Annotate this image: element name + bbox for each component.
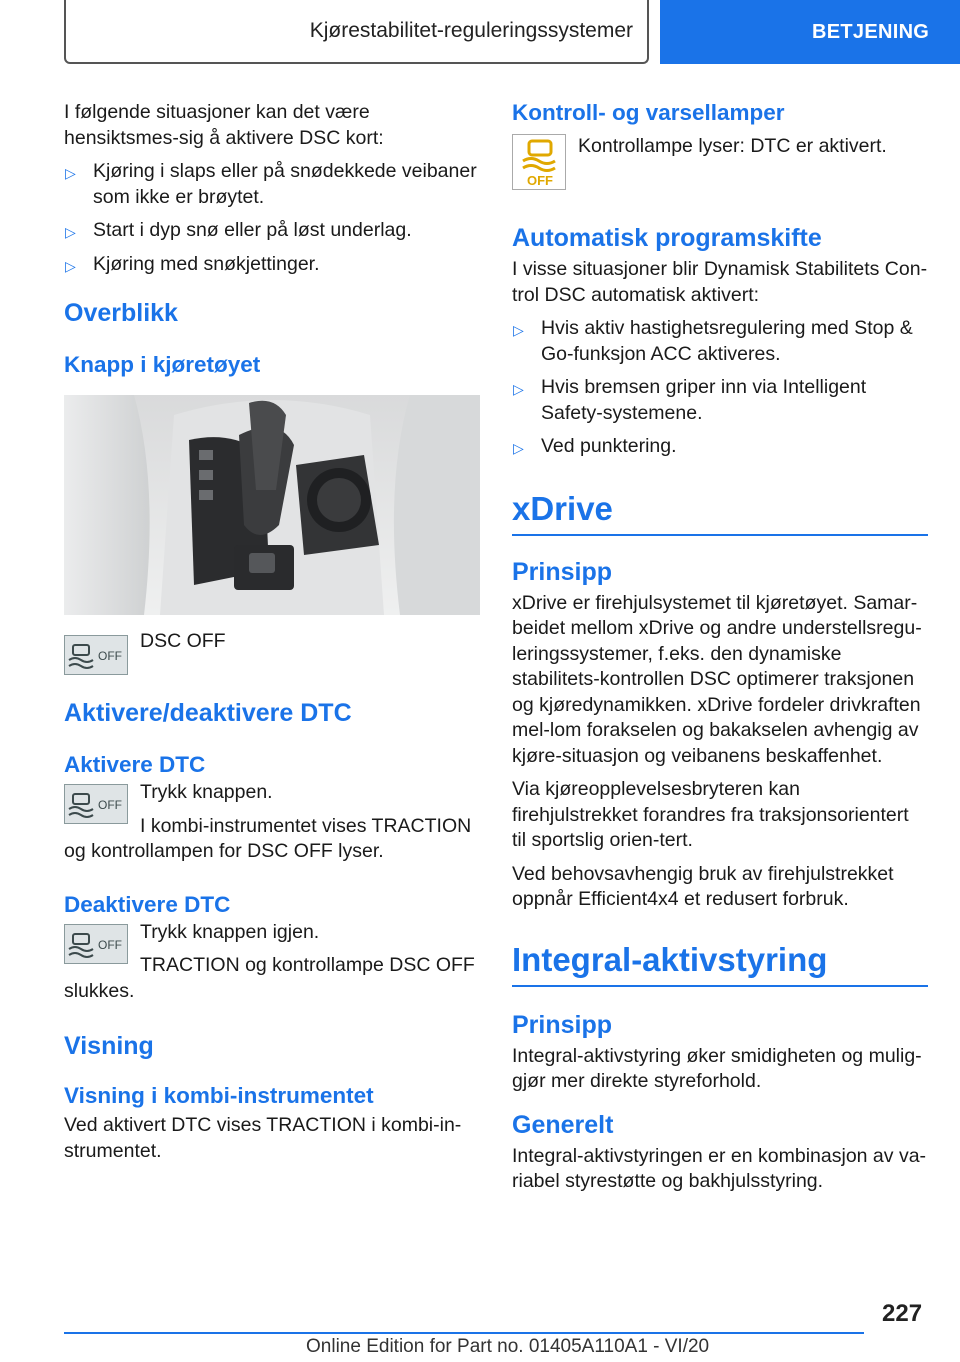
triangle-bullet-icon: ▷ bbox=[513, 440, 524, 456]
heading-integral: Integral-aktivstyring bbox=[512, 941, 928, 987]
header-chapter-tab bbox=[660, 0, 960, 64]
xdrive-text-3: Ved behovsavhengig bruk av firehjulstrekket oppnår Efficient4x4 et redusert forbruk. bbox=[512, 862, 894, 910]
list-item: ▷ Ved punktering. bbox=[512, 434, 928, 460]
list-item: ▷ Hvis bremsen griper inn via Intelligent Safety-systemene. bbox=[513, 376, 867, 424]
dsc-off-icon bbox=[64, 924, 128, 964]
right-column bbox=[512, 100, 928, 1195]
heading-auto: Automatisk programskifte bbox=[512, 224, 822, 252]
list-item: ▷ Kjøring i slaps eller på snødekkede veibaner som ikke er brøytet. bbox=[65, 160, 477, 208]
xdrive-text-1: xDrive er firehjulsystemet til kjøretøyet. Samar-beidet mellom xDrive og andre understellsregu-leringssystemer, f.eks. den dynamiske stabilitets-kontrollen DSC optimerer traksjonen og kjøredynamikken. xDrive fordeler drivkraften mel-lom forakselen og bakakselen avhengig av kjøre-situasjon og veibanens beskaffenhet. bbox=[512, 591, 922, 767]
heading-knapp: Knapp i kjøretøyet bbox=[64, 352, 261, 377]
svg-text:OFF: OFF bbox=[98, 798, 122, 812]
dsc-off-label: DSC OFF bbox=[140, 630, 226, 652]
triangle-bullet-icon: ▷ bbox=[513, 381, 524, 397]
header-chapter-text: BETJENING bbox=[812, 20, 930, 43]
svg-text:OFF: OFF bbox=[98, 649, 122, 663]
dsc-off-row bbox=[64, 629, 480, 673]
heading-visning-kombi: Visning i kombi-instrumentet bbox=[64, 1083, 374, 1108]
heading-aktivere: Aktivere DTC bbox=[64, 752, 206, 777]
intro-bullet-list bbox=[64, 159, 480, 277]
aktivere-row bbox=[64, 780, 480, 865]
heading-prinsipp-xdrive: Prinsipp bbox=[512, 557, 613, 586]
dtc-warning-lamp-icon bbox=[512, 134, 566, 190]
integral-text-1: Integral-aktivstyring øker smidigheten og mulig-gjør mer direkte styreforhold. bbox=[512, 1044, 922, 1092]
dsc-off-icon bbox=[64, 635, 128, 675]
footer-rule bbox=[64, 1332, 864, 1334]
aktivere-step: Trykk knappen. bbox=[140, 781, 273, 803]
triangle-bullet-icon: ▷ bbox=[65, 165, 76, 181]
heading-xdrive: xDrive bbox=[512, 490, 928, 536]
triangle-bullet-icon: ▷ bbox=[513, 322, 524, 338]
auto-text: I visse situasjoner blir Dynamisk Stabilitets Con-trol DSC automatisk aktivert: bbox=[512, 258, 928, 306]
svg-text:OFF: OFF bbox=[98, 937, 122, 952]
list-item: ▷ Start i dyp snø eller på løst underlag. bbox=[64, 218, 480, 244]
page-number: 227 bbox=[882, 1300, 923, 1327]
auto-bullet-list bbox=[512, 316, 928, 460]
header-section-title bbox=[64, 0, 649, 64]
heading-deaktivere: Deaktivere DTC bbox=[64, 891, 231, 917]
visning-text: Ved aktivert DTC vises TRACTION i kombi-in-strumentet. bbox=[64, 1114, 462, 1162]
integral-text-2: Integral-aktivstyringen er en kombinasjon av va-riabel styrestøtte og bakhjulsstyring. bbox=[512, 1144, 927, 1192]
triangle-bullet-icon: ▷ bbox=[65, 224, 76, 240]
header-section-text: Kjørestabilitet-reguleringssystemer bbox=[309, 19, 633, 42]
heading-kontroll: Kontroll- og varsellamper bbox=[512, 100, 785, 125]
aktivere-result: I kombi-instrumentet vises TRACTION og kontrollampen for DSC OFF lyser. bbox=[64, 814, 472, 862]
intro-text: I følgende situasjoner kan det være hensiktsmes-sig å aktivere DSC kort: bbox=[64, 101, 384, 149]
heading-prinsipp-integral: Prinsipp bbox=[512, 1010, 613, 1039]
svg-text:OFF: OFF bbox=[527, 173, 553, 188]
dsc-off-icon bbox=[64, 784, 128, 824]
heading-generelt: Generelt bbox=[512, 1110, 614, 1139]
heading-overblikk: Overblikk bbox=[64, 299, 178, 327]
kontroll-text: Kontrollampe lyser: DTC er aktivert. bbox=[578, 135, 887, 157]
footer-edition: Online Edition for Part no. 01405A110A1 - VI/20 bbox=[306, 1336, 710, 1357]
left-column bbox=[64, 100, 480, 1164]
heading-visning: Visning bbox=[64, 1032, 154, 1060]
list-item: ▷ Hvis aktiv hastighetsregulering med Stop & Go-funksjon ACC aktiveres. bbox=[513, 317, 913, 365]
triangle-bullet-icon: ▷ bbox=[65, 257, 76, 274]
xdrive-text-2: Via kjøreopplevelsesbryteren kan firehjulstrekket forandres fra traksjonsorientert til sportslig orien-tert. bbox=[512, 778, 909, 851]
deaktivere-step: Trykk knappen igjen. bbox=[140, 920, 320, 943]
deaktivere-row bbox=[64, 920, 480, 1005]
deaktivere-result: TRACTION og kontrollampe DSC OFF slukkes. bbox=[64, 954, 475, 1002]
heading-aktdeakt: Aktivere/deaktivere DTC bbox=[64, 699, 352, 727]
car-console-photo bbox=[64, 395, 480, 615]
list-item: ▷ Kjøring med snøkjettinger. bbox=[64, 252, 480, 278]
kontroll-row bbox=[512, 134, 928, 194]
